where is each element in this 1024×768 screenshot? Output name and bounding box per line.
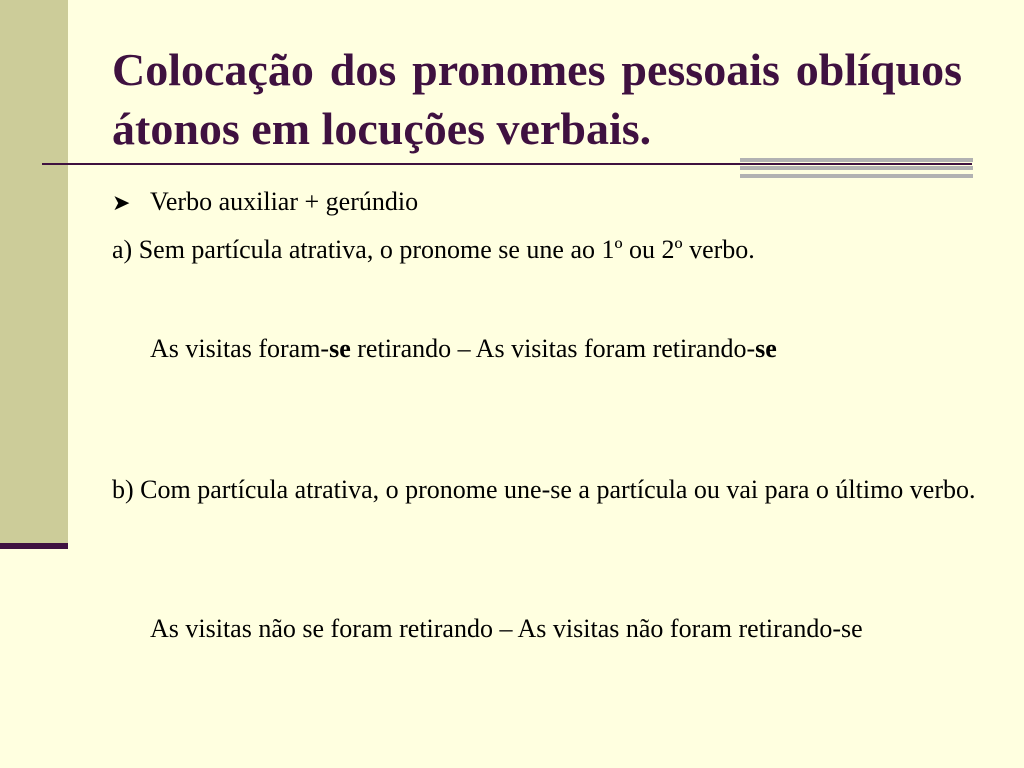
example-a xyxy=(150,330,962,368)
example-a-part1: As visitas foram- xyxy=(150,334,330,363)
example-a-part2: retirando – As visitas foram retirando- xyxy=(350,334,756,363)
item-b-text: b) Com partícula atrativa, o pronome une-se a partícula ou vai para o último verbo. xyxy=(112,475,976,504)
arrow-bullet-icon: ➤ xyxy=(112,190,131,215)
decorative-gray-bars xyxy=(740,158,973,180)
gray-bar xyxy=(740,166,973,170)
example-a-bold1: se xyxy=(329,334,351,363)
left-bar-accent-line xyxy=(0,543,68,549)
item-a-text: a) Sem partícula atrativa, o pronome se une ao 1º ou 2º verbo. xyxy=(112,235,755,264)
bullet-item xyxy=(112,183,962,222)
bullet-text: Verbo auxiliar + gerúndio xyxy=(150,187,419,216)
gray-bar xyxy=(740,174,973,178)
example-b: As visitas não se foram retirando – As visitas não foram retirando-se xyxy=(150,614,863,643)
example-a-bold2: se xyxy=(755,334,777,363)
slide-title: Colocação dos pronomes pessoais oblíquos átonos em locuções verbais. xyxy=(112,44,962,154)
gray-bar xyxy=(740,158,973,162)
left-decorative-bar xyxy=(0,0,68,547)
